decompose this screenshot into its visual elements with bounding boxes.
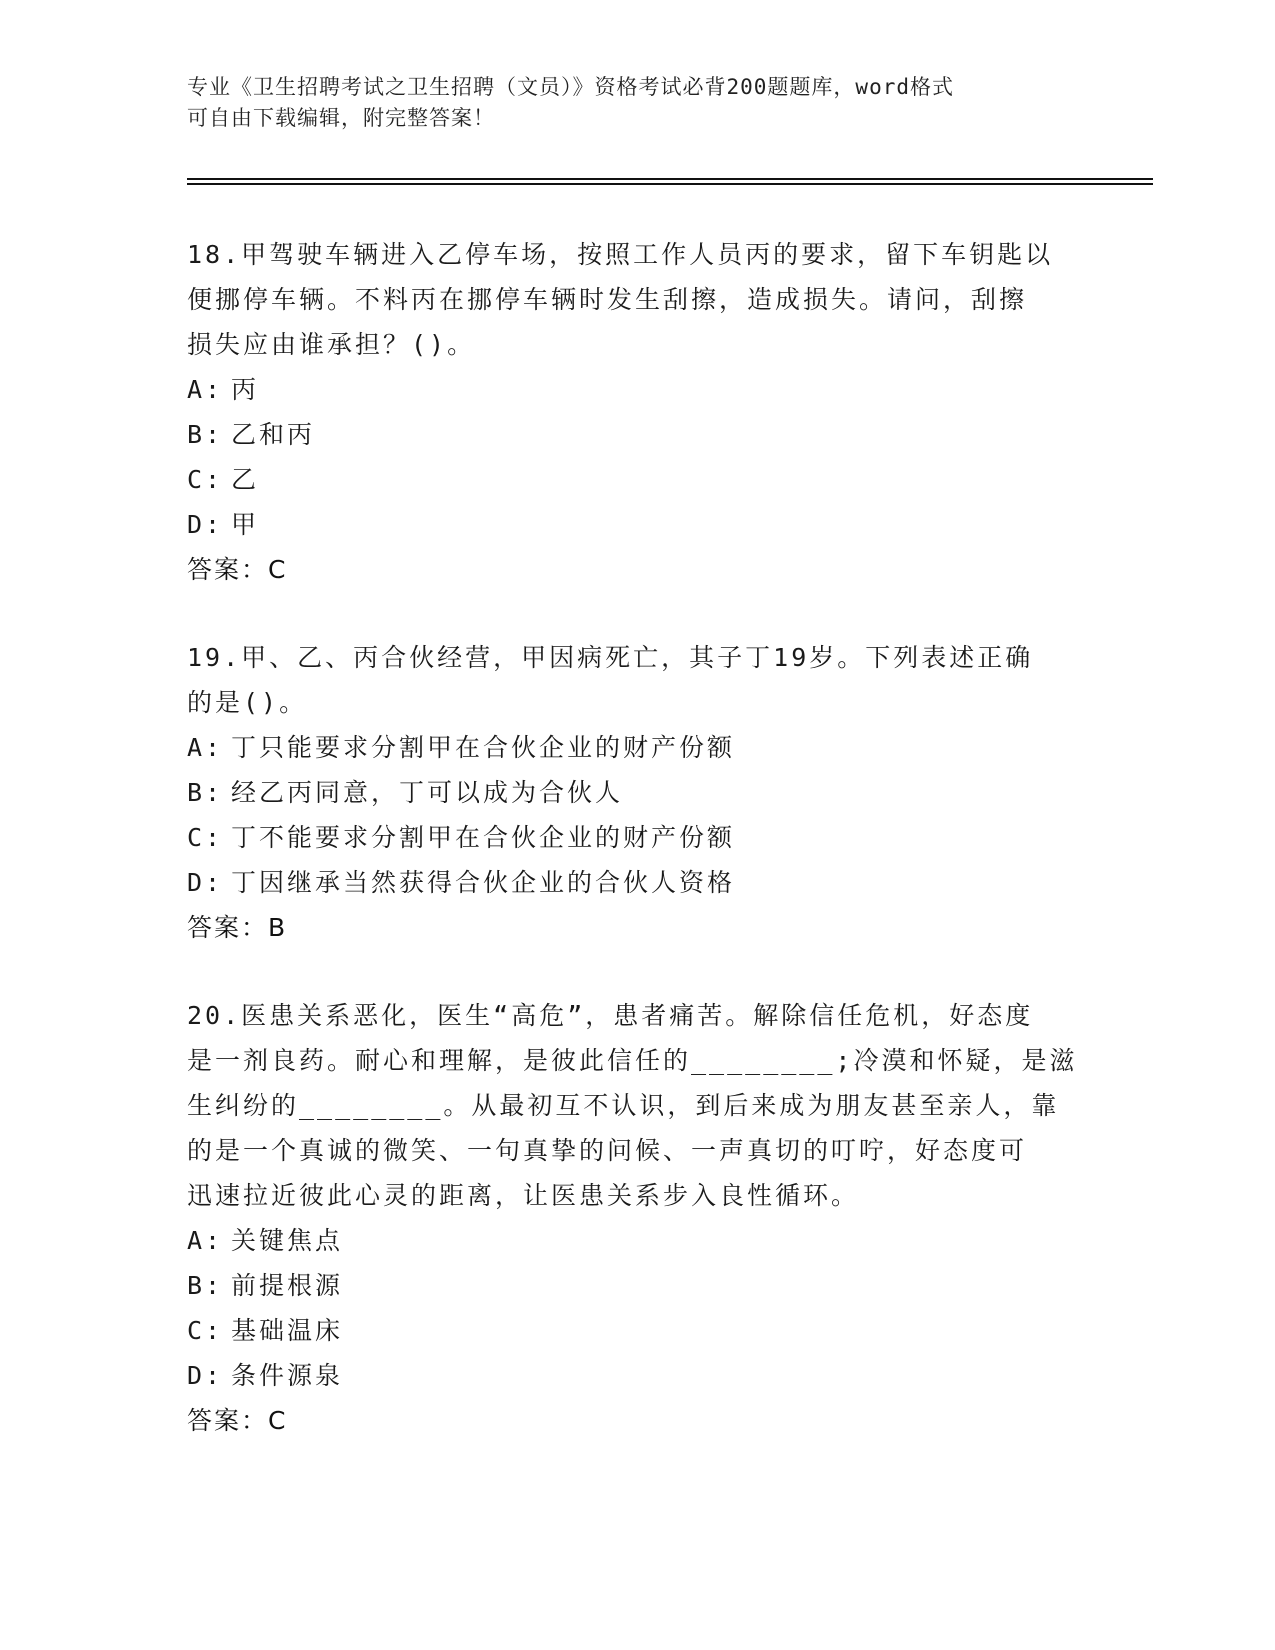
option-letter: B: bbox=[187, 1271, 224, 1300]
document-header bbox=[187, 72, 1087, 134]
option-letter: D: bbox=[187, 868, 224, 897]
question-stem-line: 损失应由谁承担？()。 bbox=[187, 330, 476, 359]
option-text: 丁因继承当然获得合伙企业的合伙人资格 bbox=[231, 868, 736, 897]
option-text: 经乙丙同意，丁可以成为合伙人 bbox=[231, 778, 624, 807]
question-18 bbox=[187, 232, 1087, 592]
option-d bbox=[187, 1353, 1087, 1398]
option-c bbox=[187, 1308, 1087, 1353]
option-letter: C: bbox=[187, 823, 224, 852]
option-text: 前提根源 bbox=[231, 1271, 344, 1300]
option-letter: C: bbox=[187, 465, 224, 494]
option-letter: D: bbox=[187, 1361, 224, 1390]
option-text: 乙 bbox=[231, 465, 260, 494]
option-a bbox=[187, 1218, 1087, 1263]
option-letter: B: bbox=[187, 420, 224, 449]
answer-line: 答案：C bbox=[187, 1406, 288, 1435]
question-list bbox=[187, 232, 1087, 1486]
question-stem-line: 迅速拉近彼此心灵的距离，让医患关系步入良性循环。 bbox=[187, 1181, 860, 1210]
header-divider-bottom bbox=[187, 183, 1153, 185]
question-stem-line: 18.甲驾驶车辆进入乙停车场，按照工作人员丙的要求，留下车钥匙以 bbox=[187, 240, 1054, 269]
option-letter: A: bbox=[187, 733, 224, 762]
option-d bbox=[187, 860, 1087, 905]
option-text: 丙 bbox=[231, 375, 260, 404]
option-d bbox=[187, 502, 1087, 547]
option-a bbox=[187, 725, 1087, 770]
option-c bbox=[187, 815, 1087, 860]
option-b bbox=[187, 412, 1087, 457]
header-line-1: 专业《卫生招聘考试之卫生招聘（文员）》资格考试必背200题题库，word格式 bbox=[187, 75, 954, 99]
question-stem-line: 生纠纷的________。从最初互不认识，到后来成为朋友甚至亲人，靠 bbox=[187, 1091, 1060, 1120]
option-b bbox=[187, 770, 1087, 815]
question-stem-line: 的是()。 bbox=[187, 688, 308, 717]
option-c bbox=[187, 457, 1087, 502]
option-text: 乙和丙 bbox=[231, 420, 316, 449]
option-letter: C: bbox=[187, 1316, 224, 1345]
option-letter: A: bbox=[187, 1226, 224, 1255]
answer-line: 答案：C bbox=[187, 555, 288, 584]
option-text: 甲 bbox=[231, 510, 260, 539]
option-text: 条件源泉 bbox=[231, 1361, 344, 1390]
question-stem-line: 便挪停车辆。不料丙在挪停车辆时发生刮擦，造成损失。请问，刮擦 bbox=[187, 285, 1028, 314]
question-stem-line: 20.医患关系恶化，医生“高危”，患者痛苦。解除信任危机，好态度 bbox=[187, 1001, 1034, 1030]
option-text: 关键焦点 bbox=[231, 1226, 344, 1255]
option-b bbox=[187, 1263, 1087, 1308]
question-stem-line: 是一剂良药。耐心和理解，是彼此信任的________;冷漠和怀疑，是滋 bbox=[187, 1046, 1078, 1075]
header-line-2: 可自由下载编辑，附完整答案！ bbox=[187, 106, 495, 130]
option-letter: A: bbox=[187, 375, 224, 404]
question-19 bbox=[187, 635, 1087, 950]
option-text: 基础温床 bbox=[231, 1316, 344, 1345]
option-letter: B: bbox=[187, 778, 224, 807]
option-text: 丁不能要求分割甲在合伙企业的财产份额 bbox=[231, 823, 736, 852]
question-20 bbox=[187, 993, 1087, 1443]
option-a bbox=[187, 367, 1087, 412]
header-divider-top bbox=[187, 178, 1153, 180]
answer-line: 答案：B bbox=[187, 913, 288, 942]
question-stem-line: 19.甲、乙、丙合伙经营，甲因病死亡，其子丁19岁。下列表述正确 bbox=[187, 643, 1034, 672]
option-letter: D: bbox=[187, 510, 224, 539]
option-text: 丁只能要求分割甲在合伙企业的财产份额 bbox=[231, 733, 736, 762]
question-stem-line: 的是一个真诚的微笑、一句真挚的问候、一声真切的叮咛，好态度可 bbox=[187, 1136, 1028, 1165]
